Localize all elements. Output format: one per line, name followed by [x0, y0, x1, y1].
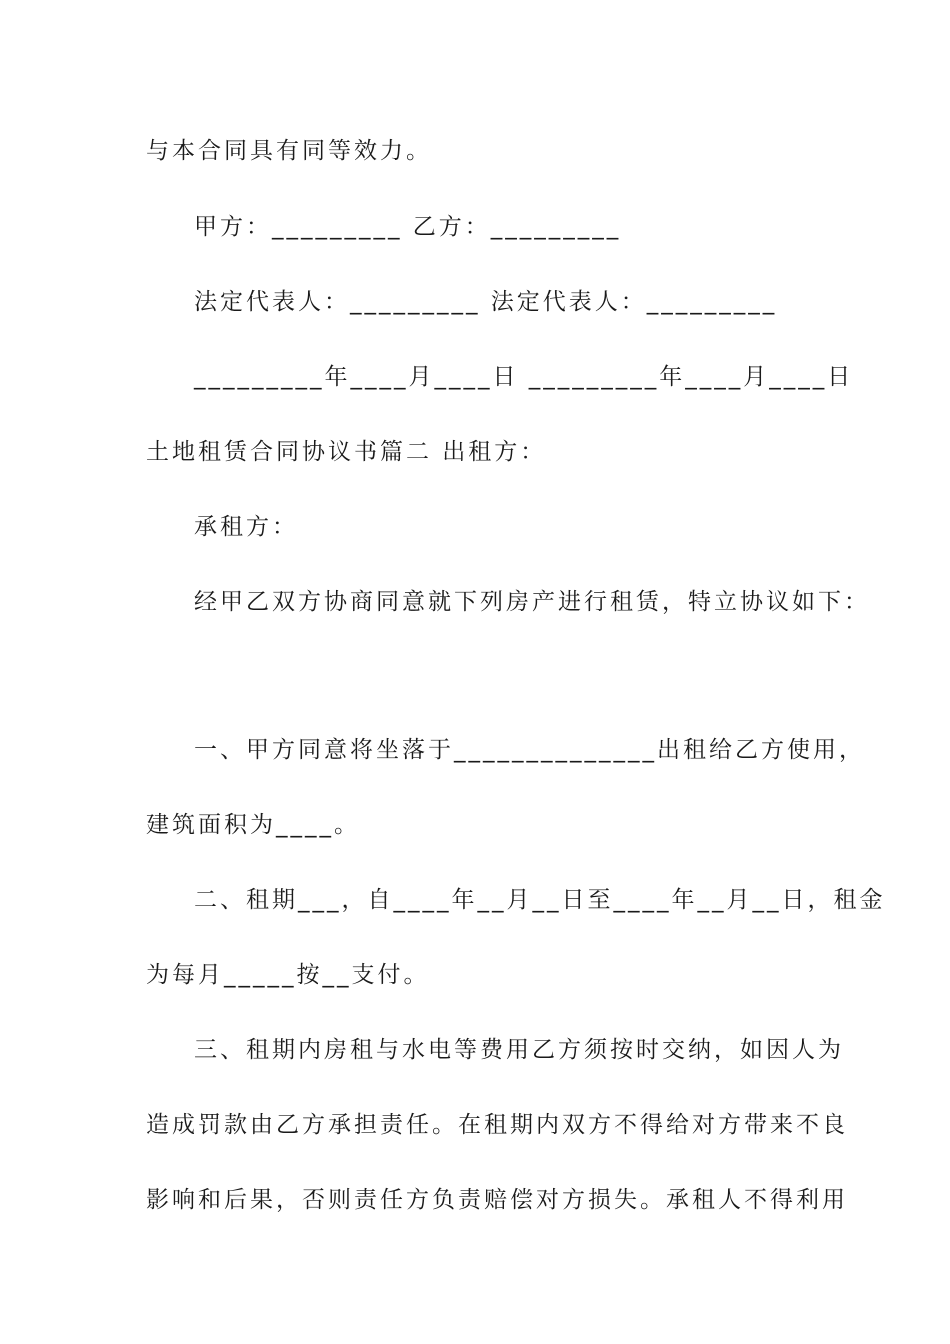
- text-line-1: 与本合同具有同等效力。: [146, 138, 432, 164]
- clause-3-cont-2: 影响和后果，否则责任方负责赔偿对方损失。承租人不得利用: [146, 1187, 848, 1213]
- text-line-6: 承租方：: [194, 514, 298, 540]
- clause-2: 二、租期___，自____年__月__日至____年__月__日，租金: [194, 887, 886, 913]
- clause-3: 三、租期内房租与水电等费用乙方须按时交纳，如因人为: [194, 1037, 844, 1063]
- section-heading: 土地租赁合同协议书篇二 出租方：: [146, 439, 547, 465]
- clause-1: 一、甲方同意将坐落于______________出租给乙方使用，: [194, 737, 865, 763]
- clause-1-cont: 建筑面积为____。: [146, 812, 360, 838]
- text-line-2: 甲方：_________ 乙方：_________: [194, 214, 622, 240]
- text-line-3: 法定代表人：_________ 法定代表人：_________: [194, 289, 778, 315]
- text-line-7: 经甲乙双方协商同意就下列房产进行租赁，特立协议如下：: [194, 589, 870, 615]
- clause-3-cont-1: 造成罚款由乙方承担责任。在租期内双方不得给对方带来不良: [146, 1112, 848, 1138]
- text-line-4: _________年____月____日 _________年____月____日: [194, 364, 854, 390]
- clause-2-cont: 为每月_____按__支付。: [146, 962, 430, 988]
